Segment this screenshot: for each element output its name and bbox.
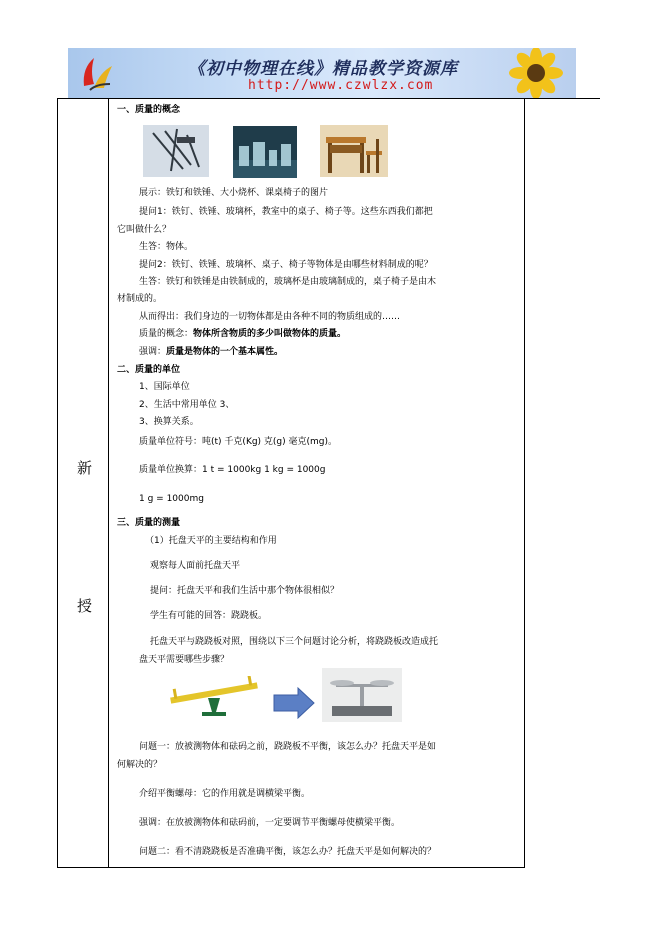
- s1-answer1: 生答：物体。: [139, 242, 194, 252]
- s2-symbols-prefix: 质量单位符号：: [139, 437, 203, 447]
- column-divider: [108, 99, 109, 867]
- s2-symbols: [139, 436, 337, 448]
- s1-question1-line2: 它叫做什么？: [117, 225, 172, 235]
- s1-definition-prefix: 质量的概念：: [139, 329, 194, 339]
- s1-show-text: 展示：铁钉和铁锤、大小烧杯、课桌椅子的图片: [139, 188, 329, 198]
- section1-heading: 一、质量的概念: [117, 105, 181, 115]
- section2-heading: 二、质量的单位: [117, 365, 181, 375]
- site-logo: [80, 54, 114, 92]
- s3-observe: 观察每人面前托盘天平: [150, 561, 241, 571]
- section3-heading: 三、质量的测量: [117, 518, 181, 528]
- s1-answer2-line1: 生答：铁钉和铁锤是由铁制成的，玻璃杯是由玻璃制成的，桌子椅子是由木: [139, 277, 437, 287]
- s3-nut-intro: 介绍平衡螺母：它的作用就是调横梁平衡。: [139, 789, 311, 799]
- right-arrow-icon: [272, 686, 316, 720]
- s1-answer2-line2: 材制成的。: [117, 294, 163, 304]
- s3-answer: 学生有可能的回答：跷跷板。: [150, 611, 268, 621]
- balance-image: [322, 668, 402, 722]
- header-banner: [68, 48, 576, 98]
- seesaw-image: [168, 676, 260, 718]
- side-label-new: 新: [77, 459, 93, 477]
- s1-question1-line1: 提问1：铁钉、铁锤、玻璃杯，教室中的桌子、椅子等。这些东西我们都把: [139, 207, 433, 217]
- s2-conversion2: 1 g = 1000mg: [139, 494, 204, 504]
- s3-compare-line1: 托盘天平与跷跷板对照，围绕以下三个问题讨论分析，将跷跷板改造成托: [150, 637, 439, 647]
- sunflower-image: [498, 48, 568, 98]
- s1-question2: 提问2：铁钉、铁锤、玻璃杯、桌子、椅子等物体是由哪些材料制成的呢？: [139, 260, 433, 270]
- s2-conversion-prefix: 质量单位换算：: [139, 465, 203, 475]
- s1-definition-text: 物体所含物质的多少叫做物体的质量。: [193, 329, 347, 339]
- desk-chair-image: [320, 125, 388, 177]
- s3-problem2: 问题二：看不清跷跷板是否准确平衡，该怎么办？托盘天平是如何解决的？: [139, 847, 437, 857]
- s2-item2: 2、生活中常用单位 3、: [139, 400, 235, 410]
- s3-problem1-line2: 何解决的？: [117, 760, 163, 770]
- beakers-image: [233, 126, 297, 178]
- s3-problem1-line1: 问题一：放被测物体和砝码之前，跷跷板不平衡，该怎么办？托盘天平是如: [139, 742, 437, 752]
- s2-item1: 1、国际单位: [139, 382, 190, 392]
- s3-subheading: （1）托盘天平的主要结构和作用: [145, 536, 277, 546]
- banner-title: 《初中物理在线》精品教学资源库: [188, 59, 458, 79]
- s1-emphasis-text: 质量是物体的一个基本属性。: [166, 347, 284, 357]
- s1-conclusion: [139, 311, 400, 323]
- s3-emphasis: 强调：在放被测物体和砝码前，一定要调节平衡螺母使横梁平衡。: [139, 818, 401, 828]
- s1-definition: [139, 328, 346, 340]
- s1-conclusion-prefix: 从而得出：: [139, 312, 185, 322]
- s2-symbols-text: 吨(t) 千克(Kg) 克(g) 毫克(mg)。: [202, 437, 338, 447]
- s1-conclusion-text: 我们身边的一切物体都是由各种不同的物质组成的……: [184, 312, 401, 322]
- s2-conversion-text: 1 t = 1000kg 1 kg = 1000g: [202, 465, 326, 475]
- banner-url[interactable]: http://www.czwlzx.com: [248, 78, 434, 93]
- table-extension-line: [525, 98, 600, 99]
- s1-emphasis: [139, 346, 283, 358]
- nails-hammer-image: [143, 125, 209, 177]
- s3-question: 提问：托盘天平和我们生活中那个物体很相似？: [150, 586, 340, 596]
- s1-emphasis-prefix: 强调：: [139, 347, 167, 357]
- s2-conversion: [139, 464, 325, 476]
- s3-compare-line2: 盘天平需要哪些步骤？: [139, 655, 230, 665]
- s2-item3: 3、换算关系。: [139, 417, 199, 427]
- side-label-teach: 授: [77, 597, 93, 615]
